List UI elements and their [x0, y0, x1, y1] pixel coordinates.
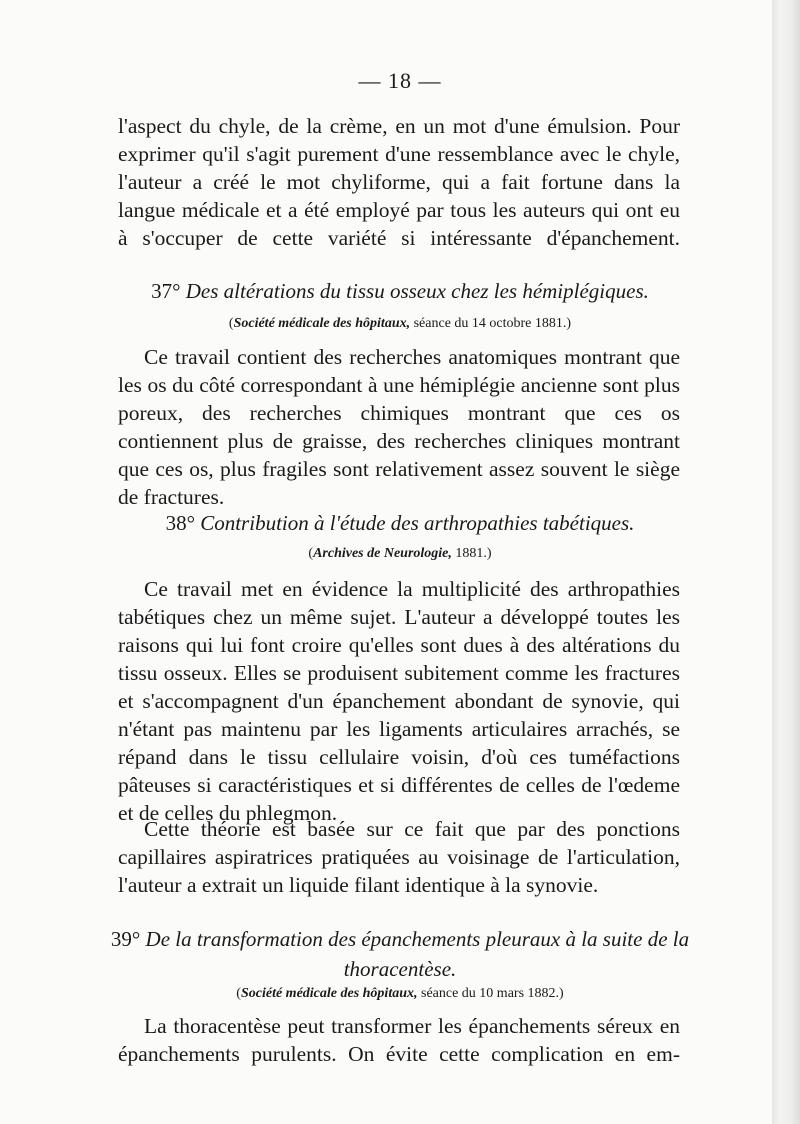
section-37-source: (Société médicale des hôpitaux, séance du 14 octobre 1881.) — [228, 316, 572, 331]
page-number: — 18 — — [358, 68, 442, 93]
section-title: Contribution à l'étude des arthropathies tabétiques. — [200, 511, 635, 535]
section-number: 37° — [151, 279, 181, 303]
section-39-source: (Société médicale des hôpitaux, séance du 10 mars 1882.) — [236, 986, 564, 1001]
section-title: Des altérations du tissu osseux chez les hémiplégiques. — [185, 279, 649, 303]
section-38-heading — [100, 508, 700, 538]
source-journal: Société médicale des hôpitaux, — [240, 986, 418, 1001]
source-detail: séance du 14 octobre 1881. — [410, 316, 567, 331]
source-detail: séance du 10 mars 1882. — [417, 986, 560, 1001]
section-number: 39° — [110, 927, 141, 951]
section-title: De la transformation des épanchements pleuraux à la suite de la thoracentèse. — [145, 927, 690, 981]
section-38-source: (Archives de Neurologie, 1881.) — [308, 546, 492, 561]
source-detail: 1881. — [451, 546, 487, 561]
section-38-paragraph-2: Cette théorie est basée sur ce fait que par des ponctions capillaires aspiratrices pratiquées au voisinage de l'articulation, l'auteur a extrait un liquide filant identique à la synovie. — [118, 817, 680, 897]
intro-paragraph: l'aspect du chyle, de la crème, en un mot d'une émulsion. Pour exprimer qu'il s'agit purement d'une ressemblance avec le chyle, l'auteur a créé le mot chyliforme, qui a fait fortune dans la langue médicale et a été employé par tous les auteurs qui ont eu à s'occuper de cette variété si intéressante d'épanchement. — [118, 114, 680, 250]
page-edge — [772, 0, 800, 1124]
section-37-paragraph-1: Ce travail contient des recherches anatomiques montrant que les os du côté correspondant à une hémiplégie ancienne sont plus poreux, des recherches chimiques montrant que ces os contiennent plus de graisse, des recherches cliniques montrant que ces os, plus fragiles sont relativement assez souvent le siège de fractures. — [118, 345, 680, 509]
source-journal: Société médicale des hôpitaux, — [233, 316, 411, 331]
source-journal: Archives de Neurologie, — [313, 546, 452, 561]
section-39-heading — [100, 924, 700, 984]
section-number: 38° — [165, 511, 195, 535]
section-37-heading — [100, 276, 700, 306]
section-38-paragraph-1: Ce travail met en évidence la multiplicité des arthropathies tabétiques chez un même sujet. L'auteur a développé toutes les raisons qui lui font croire qu'elles sont dues à des altérations du tissu osseux. Elles se produisent subitement comme les fractures et s'accompagnent d'un épanchement abondant de synovie, qui n'étant pas maintenu par les ligaments articulaires arrachés, se répand dans le tissu cellulaire voisin, d'où ces tuméfactions pâteuses si caractéristiques et si différentes de celles de l'œdeme et de celles du phlegmon. — [118, 577, 680, 825]
section-39-paragraph-1: La thoracentèse peut transformer les épanchements séreux en épanchements purulents. On évite cette complication en em- — [118, 1014, 680, 1066]
